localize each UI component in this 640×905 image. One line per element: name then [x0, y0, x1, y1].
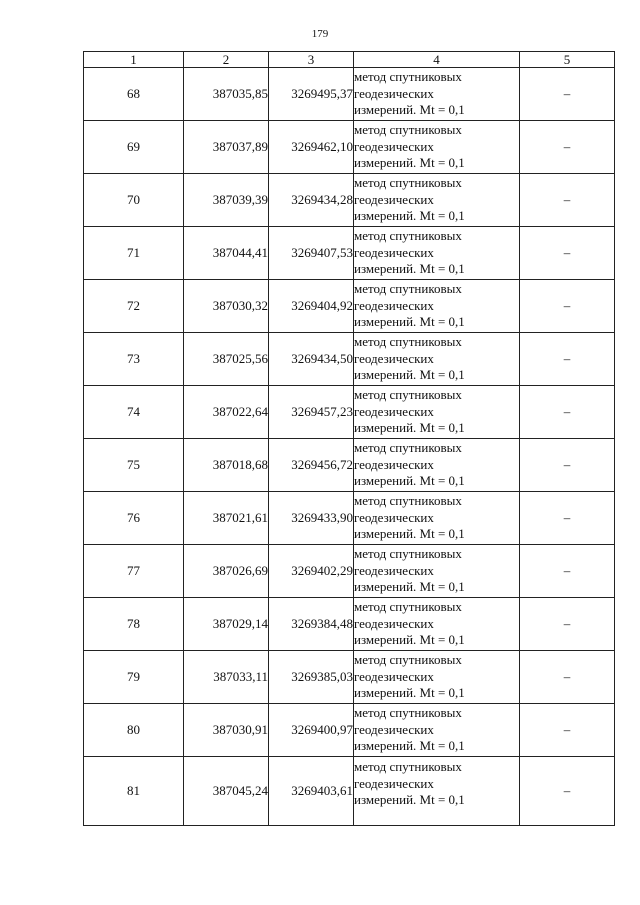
page-number: 179	[311, 28, 329, 40]
table-row	[84, 704, 615, 757]
point-number-cell: 73	[84, 333, 184, 386]
method-line: измерений. Mt = 0,1	[354, 208, 465, 224]
x-coordinate-cell: 387035,85	[184, 68, 269, 121]
method-cell	[354, 757, 520, 826]
column-header-3: 3	[269, 52, 354, 68]
method-line: метод спутниковых	[354, 759, 462, 774]
point-number-cell: 80	[84, 704, 184, 757]
x-coordinate-cell: 387025,56	[184, 333, 269, 386]
table-row	[84, 492, 615, 545]
method-line: метод спутниковых	[354, 334, 462, 350]
method-line: измерений. Mt = 0,1	[354, 579, 465, 595]
method-line: метод спутниковых	[354, 599, 462, 615]
method-line: метод спутниковых	[354, 705, 462, 721]
method-line: геодезических	[354, 562, 434, 578]
point-number-cell: 79	[84, 651, 184, 704]
method-line: метод спутниковых	[354, 69, 462, 85]
y-coordinate-cell: 3269385,03	[269, 651, 354, 704]
method-line: геодезических	[354, 721, 434, 737]
x-coordinate-cell: 387030,32	[184, 280, 269, 333]
point-number-cell: 74	[84, 386, 184, 439]
note-cell: –	[520, 651, 615, 704]
table-body	[84, 68, 615, 826]
table-row	[84, 174, 615, 227]
method-line: измерений. Mt = 0,1	[354, 685, 465, 701]
y-coordinate-cell: 3269402,29	[269, 545, 354, 598]
method-line: измерений. Mt = 0,1	[354, 738, 465, 754]
point-number-cell: 71	[84, 227, 184, 280]
x-coordinate-cell: 387029,14	[184, 598, 269, 651]
point-number-cell: 69	[84, 121, 184, 174]
y-coordinate-cell: 3269404,92	[269, 280, 354, 333]
y-coordinate-cell: 3269457,23	[269, 386, 354, 439]
note-cell: –	[520, 757, 615, 826]
method-line: геодезических	[354, 509, 434, 525]
point-number-cell: 76	[84, 492, 184, 545]
method-cell	[354, 280, 520, 333]
method-line: метод спутниковых	[354, 281, 462, 297]
method-line: измерений. Mt = 0,1	[354, 261, 465, 277]
method-line: измерений. Mt = 0,1	[354, 420, 465, 436]
point-number-cell: 78	[84, 598, 184, 651]
column-header-4: 4	[354, 52, 520, 68]
point-number-cell: 72	[84, 280, 184, 333]
method-line: геодезических	[354, 456, 434, 472]
method-line: измерений. Mt = 0,1	[354, 367, 465, 383]
method-line: метод спутниковых	[354, 493, 462, 509]
note-cell: –	[520, 704, 615, 757]
y-coordinate-cell: 3269456,72	[269, 439, 354, 492]
note-cell: –	[520, 545, 615, 598]
y-coordinate-cell: 3269433,90	[269, 492, 354, 545]
table-row	[84, 651, 615, 704]
method-line: измерений. Mt = 0,1	[354, 473, 465, 489]
y-coordinate-cell: 3269400,97	[269, 704, 354, 757]
method-line: метод спутниковых	[354, 652, 462, 668]
y-coordinate-cell: 3269384,48	[269, 598, 354, 651]
method-line: метод спутниковых	[354, 175, 462, 191]
method-cell	[354, 492, 520, 545]
note-cell: –	[520, 68, 615, 121]
x-coordinate-cell: 387026,69	[184, 545, 269, 598]
method-line: геодезических	[354, 668, 434, 684]
method-cell	[354, 439, 520, 492]
coordinates-table	[83, 51, 615, 826]
x-coordinate-cell: 387018,68	[184, 439, 269, 492]
note-cell: –	[520, 492, 615, 545]
method-line: геодезических	[354, 85, 434, 101]
y-coordinate-cell: 3269495,37	[269, 68, 354, 121]
method-cell	[354, 704, 520, 757]
table-row	[84, 121, 615, 174]
y-coordinate-cell: 3269407,53	[269, 227, 354, 280]
table-row	[84, 757, 615, 826]
x-coordinate-cell: 387045,24	[184, 757, 269, 826]
method-line: измерений. Mt = 0,1	[354, 632, 465, 648]
note-cell: –	[520, 121, 615, 174]
note-cell: –	[520, 386, 615, 439]
header-row	[84, 52, 615, 68]
table-row	[84, 227, 615, 280]
point-number-cell: 81	[84, 757, 184, 826]
note-cell: –	[520, 439, 615, 492]
method-line: метод спутниковых	[354, 440, 462, 456]
table-row	[84, 386, 615, 439]
column-header-1: 1	[84, 52, 184, 68]
note-cell: –	[520, 280, 615, 333]
method-line: метод спутниковых	[354, 122, 462, 138]
x-coordinate-cell: 387022,64	[184, 386, 269, 439]
table-row	[84, 545, 615, 598]
method-cell	[354, 174, 520, 227]
point-number-cell: 68	[84, 68, 184, 121]
x-coordinate-cell: 387044,41	[184, 227, 269, 280]
x-coordinate-cell: 387037,89	[184, 121, 269, 174]
note-cell: –	[520, 333, 615, 386]
x-coordinate-cell: 387030,91	[184, 704, 269, 757]
method-cell	[354, 598, 520, 651]
method-line: измерений. Mt = 0,1	[354, 792, 465, 807]
method-line: измерений. Mt = 0,1	[354, 526, 465, 542]
method-line: геодезических	[354, 775, 434, 791]
method-line: геодезических	[354, 403, 434, 419]
method-line: измерений. Mt = 0,1	[354, 314, 465, 330]
method-cell	[354, 333, 520, 386]
method-line: метод спутниковых	[354, 546, 462, 562]
method-cell	[354, 227, 520, 280]
y-coordinate-cell: 3269434,50	[269, 333, 354, 386]
table-header	[84, 52, 615, 68]
column-header-5: 5	[520, 52, 615, 68]
x-coordinate-cell: 387021,61	[184, 492, 269, 545]
method-line: геодезических	[354, 350, 434, 366]
note-cell: –	[520, 174, 615, 227]
y-coordinate-cell: 3269434,28	[269, 174, 354, 227]
note-cell: –	[520, 598, 615, 651]
method-line: геодезических	[354, 244, 434, 260]
x-coordinate-cell: 387033,11	[184, 651, 269, 704]
method-cell	[354, 121, 520, 174]
method-line: геодезических	[354, 138, 434, 154]
method-line: геодезических	[354, 191, 434, 207]
method-line: измерений. Mt = 0,1	[354, 155, 465, 171]
method-cell	[354, 386, 520, 439]
point-number-cell: 77	[84, 545, 184, 598]
method-cell	[354, 68, 520, 121]
point-number-cell: 70	[84, 174, 184, 227]
method-cell	[354, 545, 520, 598]
y-coordinate-cell: 3269462,10	[269, 121, 354, 174]
y-coordinate-cell: 3269403,61	[269, 757, 354, 826]
table-row	[84, 439, 615, 492]
method-cell	[354, 651, 520, 704]
method-line: геодезических	[354, 297, 434, 313]
x-coordinate-cell: 387039,39	[184, 174, 269, 227]
column-header-2: 2	[184, 52, 269, 68]
point-number-cell: 75	[84, 439, 184, 492]
table-row	[84, 68, 615, 121]
method-line: метод спутниковых	[354, 387, 462, 403]
table-row	[84, 333, 615, 386]
table-row	[84, 280, 615, 333]
method-line: геодезических	[354, 615, 434, 631]
method-line: измерений. Mt = 0,1	[354, 102, 465, 118]
method-line: метод спутниковых	[354, 228, 462, 244]
table-row	[84, 598, 615, 651]
note-cell: –	[520, 227, 615, 280]
